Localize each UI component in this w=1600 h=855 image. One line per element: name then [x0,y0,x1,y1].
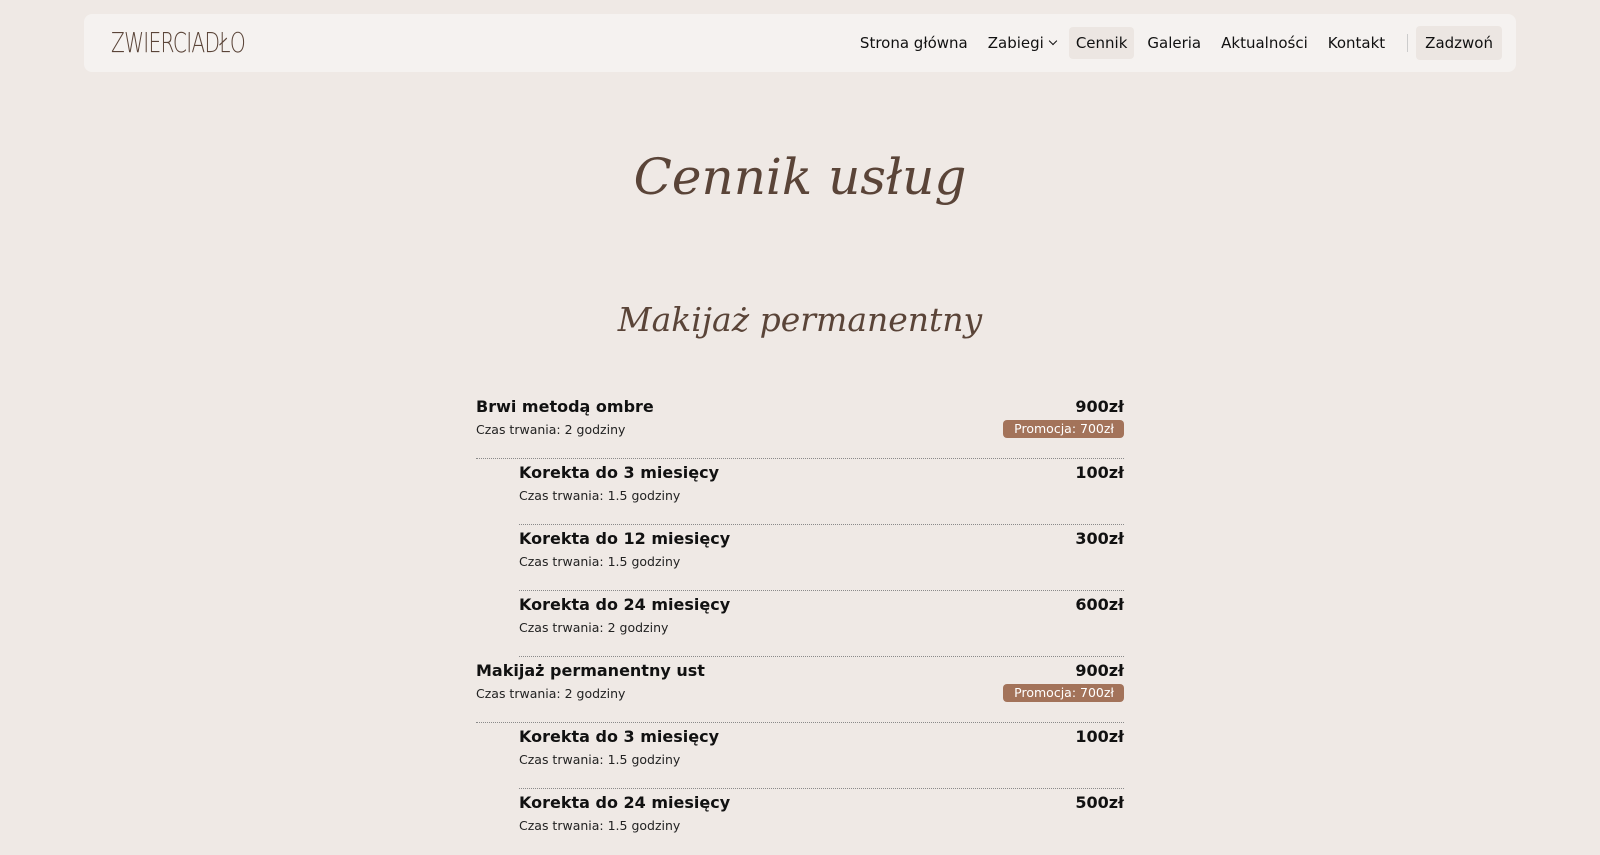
service-name: Korekta do 12 miesięcy [519,529,731,548]
logo[interactable]: ZWIERCIADŁO [111,26,246,59]
service-duration: Czas trwania: 1.5 godziny [519,554,681,569]
service-price: 500zł [1075,793,1124,812]
price-row [519,591,1124,657]
nav-item-label: Strona główna [859,34,968,52]
nav-item-label: Aktualności [1221,34,1308,52]
service-name: Korekta do 24 miesięcy [519,793,731,812]
nav-item-pricing[interactable] [1069,27,1135,59]
nav-item-contact[interactable] [1321,27,1392,59]
nav-item-label: Zabiegi [987,34,1044,52]
nav-item-label: Kontakt [1327,34,1386,52]
navbar [84,14,1516,72]
price-row [519,459,1124,525]
price-row [476,393,1124,459]
nav-item-gallery[interactable] [1140,27,1208,59]
chevron-down-icon [1049,37,1057,45]
service-name: Korekta do 24 miesięcy [519,595,731,614]
service-duration: Czas trwania: 2 godziny [476,686,626,701]
price-row [476,657,1124,723]
service-price: 100zł [1075,727,1124,746]
service-duration: Czas trwania: 1.5 godziny [519,818,681,833]
service-name: Korekta do 3 miesięcy [519,463,720,482]
nav-item-news[interactable] [1214,27,1315,59]
service-price: 900zł [1075,397,1124,416]
page-title: Cennik usług [633,148,967,206]
promo-badge: Promocja: 700zł [1003,420,1124,438]
service-name: Brwi metodą ombre [476,397,654,416]
promo-badge: Promocja: 700zł [1003,684,1124,702]
nav-links [850,14,1502,72]
section-title: Makijaż permanentny [617,300,983,339]
service-duration: Czas trwania: 1.5 godziny [519,488,681,503]
nav-item-label: Galeria [1147,34,1202,52]
service-price: 900zł [1075,661,1124,680]
service-price: 300zł [1075,529,1124,548]
price-row [519,525,1124,591]
nav-item-label: Cennik [1075,34,1128,52]
service-price: 100zł [1075,463,1124,482]
price-list [476,393,1124,855]
call-button[interactable]: Zadzwoń [1416,26,1502,60]
service-duration: Czas trwania: 1.5 godziny [519,752,681,767]
service-duration: Czas trwania: 2 godziny [519,620,669,635]
price-row [519,789,1124,855]
nav-divider [1407,34,1408,52]
nav-item-treatments[interactable] [981,27,1063,59]
price-row [519,723,1124,789]
nav-item-home[interactable] [853,27,975,59]
service-name: Makijaż permanentny ust [476,661,705,680]
service-duration: Czas trwania: 2 godziny [476,422,626,437]
service-price: 600zł [1075,595,1124,614]
service-name: Korekta do 3 miesięcy [519,727,720,746]
